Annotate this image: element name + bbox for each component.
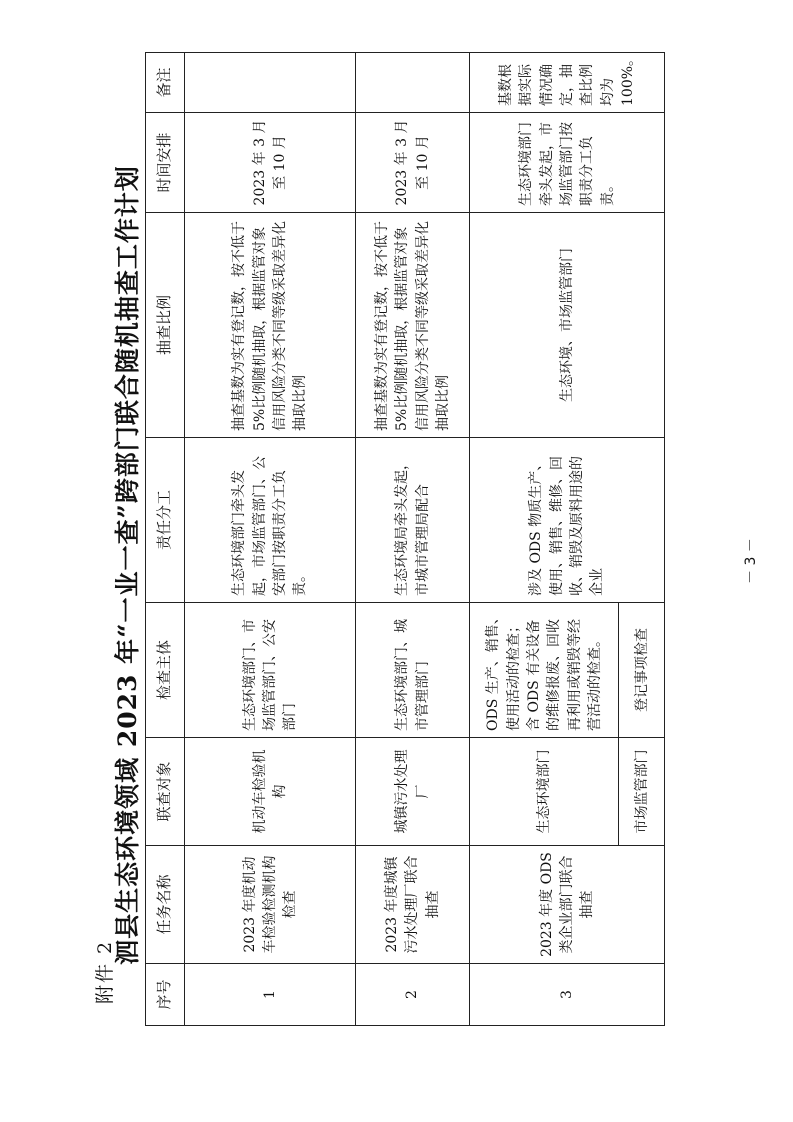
header-task: 任务名称 [146,846,185,964]
row-ratio: 生态环境、市场监管部门 [470,213,665,438]
row-subject: ODS 生产、销售、使用活动的检查；含 ODS 有关设备的维修报废、回收再利用或销毁等经营活动的检查。 [470,603,619,738]
row-no: 3 [470,964,665,1026]
page-number: － 3 － [743,538,759,584]
row-target: 城镇污水处理厂 [356,738,470,846]
row-target: 机动车检验机构 [185,738,356,846]
row-time: 2023 年 3 月至 10 月 [356,113,470,213]
header-subject: 检查主体 [146,603,185,738]
table-row [470,53,619,1026]
row-no: 2 [356,964,470,1026]
header-time: 时间安排 [146,113,185,213]
table-row [356,53,470,1026]
row-note: 基数根据实际情况确定，抽查比例均为 100%。 [470,53,665,113]
row-note [185,53,356,113]
header-ratio: 抽查比例 [146,213,185,438]
table-row [185,53,356,1026]
table-header-row [146,53,185,1026]
row-duty: 生态环境局牵头发起，市城市管理局配合 [356,438,470,603]
row-time: 2023 年 3 月至 10 月 [185,113,356,213]
row-task: 2023 年度城镇污水处理厂联合抽查 [356,846,470,964]
header-target: 联查对象 [146,738,185,846]
row-ratio: 抽查基数为实有登记数，按不低于 5%比例随机抽取，根据监管对象信用风险分类不同等级采取差异化抽取比例 [356,213,470,438]
row-no: 1 [185,964,356,1026]
row-note [356,53,470,113]
row-duty: 生态环境部门牵头发起，市场监管部门、公安部门按职责分工负责。 [185,438,356,603]
plan-table [145,52,665,1026]
row-subject: 生态环境部门、城市管理部门 [356,603,470,738]
row-subject: 生态环境部门、市场监管部门、公安部门 [185,603,356,738]
row-target: 市场监管部门 [619,738,665,846]
row-duty: 涉及 ODS 物质生产、使用、销售、维修、回收、销毁及原料用途的企业 [470,438,665,603]
header-duty: 责任分工 [146,438,185,603]
document-title: 泗县生态环境领域 2023 年“一业一查”跨部门联合随机抽查工作计划 [113,165,142,965]
row-task: 2023 年度机动车检验检测机构检查 [185,846,356,964]
header-no: 序号 [146,964,185,1026]
row-target: 生态环境部门 [470,738,619,846]
header-note: 备注 [146,53,185,113]
row-ratio: 抽查基数为实有登记数，按不低于 5%比例随机抽取，根据监管对象信用风险分类不同等级采取差异化抽取比例 [185,213,356,438]
attachment-label: 附件 2 [94,939,116,1004]
row-task: 2023 年度 ODS 类企业部门联合抽查 [470,846,665,964]
row-time: 生态环境部门牵头发起，市场监管部门按职责分工负责。 [470,113,665,213]
row-subject: 登记事项检查 [619,603,665,738]
